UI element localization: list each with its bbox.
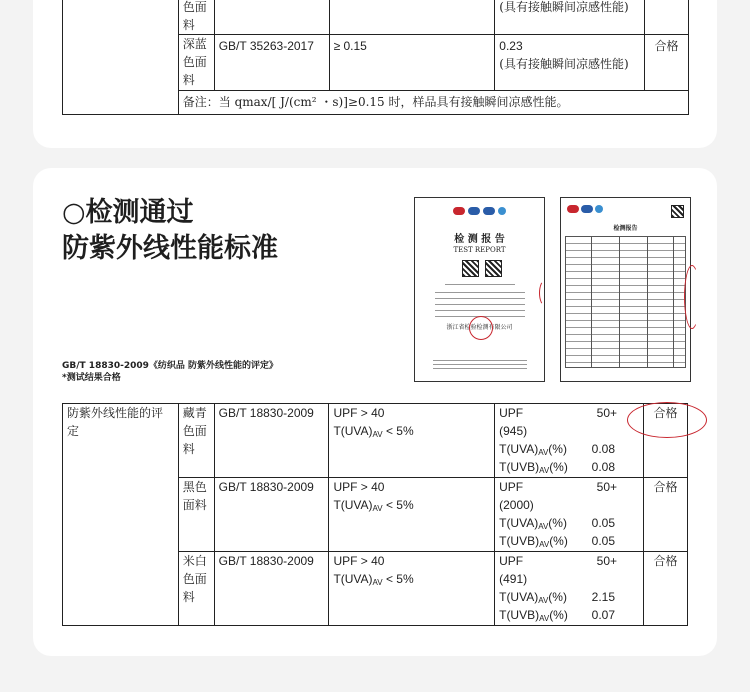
upf-raw: (945) [499, 424, 528, 438]
judgement-cell: 合格 [645, 35, 689, 91]
report-page-image [560, 197, 691, 382]
requirement-upf: UPF > 40 [333, 480, 385, 494]
qr-code-icon [485, 260, 502, 277]
color-cell: 深蓝色面料 [178, 35, 214, 91]
method-cell: GB/T 18830-2009 [214, 478, 329, 552]
table-row [63, 91, 689, 115]
upf-line: UPF 50+ [499, 554, 618, 568]
item-cell: 防紫外线性能的评定 [63, 404, 179, 626]
seal-logo-icon [498, 207, 506, 215]
report-cover-image [414, 197, 545, 382]
judgement-cell: 合格 [644, 478, 688, 552]
color-cell: 藏青色面料 [178, 404, 214, 478]
ilac-logo-icon [468, 207, 480, 215]
uvb-line: $T(UVB)_{AV}(\%)$ 0.07 [499, 608, 616, 623]
requirement-cell [329, 552, 495, 626]
official-seal-icon [469, 316, 493, 340]
value: 0.23 [499, 39, 523, 53]
uva-line: $T(UVA)_{AV}(\%)$ 0.08 [499, 442, 616, 457]
method-cell: GB/T 18830-2009 [214, 404, 329, 478]
qr-code-icon [671, 205, 684, 218]
report-heading-en: TEST REPORT [453, 246, 506, 254]
qr-codes [462, 260, 502, 277]
table-row [63, 404, 688, 478]
seal-logo-icon [595, 205, 603, 213]
highlight-circle-icon [627, 402, 707, 438]
cooling-results-table [62, 0, 689, 115]
value-cell [495, 35, 645, 91]
report-page-table [565, 236, 686, 368]
report-company: 浙江省检验检测有限公司 [446, 324, 513, 331]
requirement-cell: ≥ 0.15 [329, 35, 495, 91]
upf-line: UPF 50+ [499, 406, 618, 420]
uva-line: $T(UVA)_{AV}(\%)$ 0.05 [499, 516, 616, 531]
method-cell: GB/T 18830-2009 [214, 552, 329, 626]
title-line-2: 防紫外线性能标准 [62, 233, 278, 264]
section-title [62, 195, 278, 267]
color-cell: 色面料 [178, 0, 214, 35]
method-cell: GB/T 35263-2017 [214, 35, 329, 91]
cert-logos [415, 207, 544, 215]
upf-line: UPF 50+ [499, 480, 618, 494]
cert-logos [567, 205, 603, 213]
requirement-upf: UPF > 40 [333, 554, 385, 568]
requirement-uva: $T(UVA)_{AV} < 5\%$ [333, 498, 414, 513]
uv-results-table [62, 403, 688, 626]
requirement-uva: $T(UVA)_{AV} < 5\%$ [333, 424, 414, 439]
color-cell: 米白色面料 [178, 552, 214, 626]
highlight-mark-icon [539, 280, 551, 306]
highlight-mark-icon [684, 265, 700, 329]
result-cell [495, 552, 644, 626]
report-heading: 检 测 报 告 [454, 234, 505, 245]
remark-cell: 备注：当 qmax/[ J/(cm² ・s)]≥0.15 时，样品具有接触瞬间凉感性能。 [178, 91, 688, 115]
uva-line: $T(UVA)_{AV}(\%)$ 2.15 [499, 590, 616, 605]
value-note: (具有接触瞬间凉感性能) [499, 57, 629, 71]
requirement-cell [329, 478, 495, 552]
result-cell [495, 404, 644, 478]
result-cell: (具有接触瞬间凉感性能) [495, 0, 645, 35]
qr-code-icon [462, 260, 479, 277]
cma-logo-icon [567, 205, 579, 213]
cnas-logo-icon [581, 205, 593, 213]
cma-logo-icon [453, 207, 465, 215]
requirement-cell [329, 404, 495, 478]
standard-caption [62, 360, 278, 384]
judgement-cell: 合格 [644, 404, 688, 478]
result-cell [495, 478, 644, 552]
requirement-uva: $T(UVA)_{AV} < 5\%$ [333, 572, 414, 587]
uvb-line: $T(UVB)_{AV}(\%)$ 0.08 [499, 460, 616, 475]
report-page-heading: 检测报告 [613, 225, 638, 232]
table-row [63, 35, 689, 91]
table-row [63, 0, 689, 35]
upf-raw: (491) [499, 572, 528, 586]
upf-raw: (2000) [499, 498, 534, 512]
cnas-logo-icon [483, 207, 495, 215]
result-note: *测试结果合格 [62, 373, 121, 383]
color-cell: 黑色面料 [178, 478, 214, 552]
uvb-line: $T(UVB)_{AV}(\%)$ 0.05 [499, 534, 616, 549]
title-line-1: ○检测通过 [62, 197, 194, 228]
judgement-cell: 合格 [644, 552, 688, 626]
standard-name: GB/T 18830-2009《纺织品 防紫外线性能的评定》 [62, 361, 279, 371]
requirement-upf: UPF > 40 [333, 406, 385, 420]
